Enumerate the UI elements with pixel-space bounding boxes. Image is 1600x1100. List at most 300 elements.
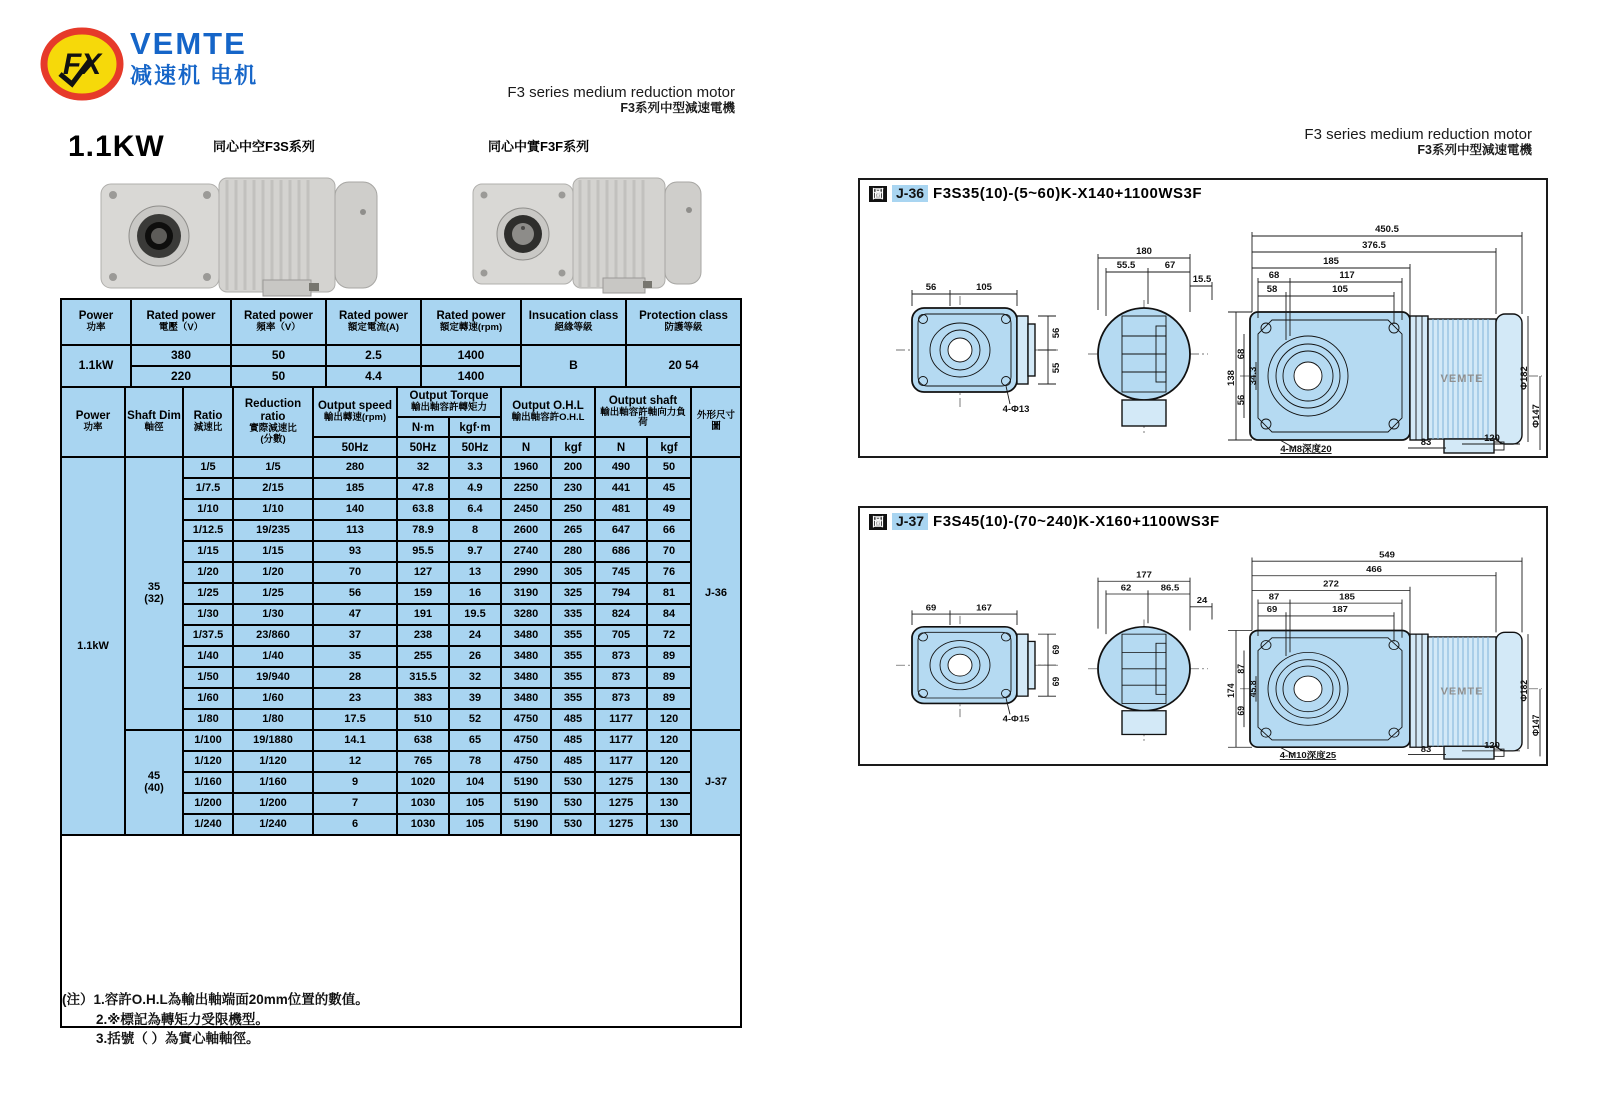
- bolt-hole: [559, 270, 566, 277]
- col-protection: Protection class 防護等級: [626, 299, 741, 345]
- spec-cell: 485: [551, 709, 595, 730]
- spec-cell: 130: [647, 772, 691, 793]
- spec-cell: 35: [313, 646, 397, 667]
- spec-cell: 7: [313, 793, 397, 814]
- spec-cell: 485: [551, 751, 595, 772]
- col-speed: Rated power 額定轉速(rpm): [421, 299, 521, 345]
- spec-cell: 686: [595, 541, 647, 562]
- svg-text:67: 67: [1164, 260, 1176, 271]
- col-voltage: Rated power 電壓（V）: [131, 299, 231, 345]
- spec-cell: 530: [551, 772, 595, 793]
- svg-text:34.3: 34.3: [1248, 366, 1259, 386]
- voltage-380: 380: [131, 345, 231, 366]
- voltage-220: 220: [131, 366, 231, 387]
- badge-j36: J-36: [892, 185, 928, 202]
- spec-cell: 355: [551, 688, 595, 709]
- spec-table-head: [61, 387, 741, 457]
- spec-cell: 32: [397, 457, 449, 478]
- spec-cell: 23: [313, 688, 397, 709]
- spec-cell: 23/860: [233, 625, 313, 646]
- spec-cell: 63.8: [397, 499, 449, 520]
- drawing-j37: [860, 532, 1544, 760]
- spec-cell: 355: [551, 646, 595, 667]
- spec-cell: 1275: [595, 814, 647, 835]
- spec-cell: 1/20: [183, 562, 233, 583]
- h-ohl-kgf: kgf: [551, 437, 595, 457]
- spec-cell: 120: [647, 730, 691, 751]
- spec-cell: 1/200: [233, 793, 313, 814]
- svg-text:VEMTE: VEMTE: [1440, 685, 1484, 698]
- spec-cell: 1/30: [183, 604, 233, 625]
- spec-cell: 255: [397, 646, 449, 667]
- note-2: 2.※標記為轉矩力受限機型。: [96, 1011, 269, 1027]
- spec-row: [61, 457, 741, 478]
- shaft-screw: [521, 226, 525, 230]
- dim-drawing-ref-cell: J-36: [691, 457, 741, 730]
- drawing-panel-j36: [858, 178, 1548, 458]
- spec-cell: 2990: [501, 562, 551, 583]
- h-shaft-n: N: [595, 437, 647, 457]
- spec-cell: 19/1880: [233, 730, 313, 751]
- j36-main-view: [1226, 224, 1542, 454]
- svg-text:105: 105: [1332, 284, 1348, 295]
- spec-cell: 130: [647, 814, 691, 835]
- svg-text:69: 69: [1235, 705, 1247, 716]
- spec-cell: 105: [449, 814, 501, 835]
- spec-row: [61, 730, 741, 751]
- spec-cell: 113: [313, 520, 397, 541]
- spec-cell: 1/60: [233, 688, 313, 709]
- svg-text:272: 272: [1323, 579, 1339, 589]
- svg-text:549: 549: [1379, 549, 1395, 560]
- spec-cell: 1/120: [183, 751, 233, 772]
- spec-cell: 510: [397, 709, 449, 730]
- spec-table: [60, 386, 742, 1028]
- spec-cell: 1/5: [183, 457, 233, 478]
- bolt-hole: [109, 273, 117, 281]
- spec-cell: 1/40: [233, 646, 313, 667]
- spec-cell: 4750: [501, 730, 551, 751]
- drawing-j36: [860, 204, 1544, 454]
- spec-cell: 1/5: [233, 457, 313, 478]
- spec-cell: 1/160: [183, 772, 233, 793]
- spec-cell: 93: [313, 541, 397, 562]
- spec-cell: 1275: [595, 772, 647, 793]
- spec-cell: 2/15: [233, 478, 313, 499]
- h-unit-nm: N·m: [397, 417, 449, 437]
- h-torque-50hz-2: 50Hz: [449, 437, 501, 457]
- spec-cell: 120: [647, 709, 691, 730]
- spec-cell: 89: [647, 646, 691, 667]
- spec-cell: 1/10: [233, 499, 313, 520]
- spec-cell: 65: [449, 730, 501, 751]
- svg-text:68: 68: [1236, 348, 1247, 360]
- cable-gland: [309, 283, 319, 291]
- spec-cell: 3480: [501, 667, 551, 688]
- label-f3f-series: 同心中實F3F系列: [488, 139, 590, 154]
- speed-1400: 1400: [421, 345, 521, 366]
- current-4-4: 4.4: [326, 366, 421, 387]
- spec-cell: 1/10: [183, 499, 233, 520]
- spec-cell: 530: [551, 814, 595, 835]
- svg-text:VEMTE: VEMTE: [1440, 373, 1484, 385]
- svg-text:69: 69: [1266, 604, 1278, 615]
- spec-cell: 1/160: [233, 772, 313, 793]
- spec-cell: 2740: [501, 541, 551, 562]
- svg-text:55: 55: [1051, 362, 1062, 374]
- spec-cell: 1/20: [233, 562, 313, 583]
- endcap-detail: [686, 207, 692, 213]
- spec-cell: 355: [551, 625, 595, 646]
- spec-cell: 5190: [501, 793, 551, 814]
- spec-cell: 120: [647, 751, 691, 772]
- svg-text:15.5: 15.5: [1192, 274, 1212, 285]
- spec-cell: 383: [397, 688, 449, 709]
- col-current: Rated power 額定電流(A): [326, 299, 421, 345]
- spec-cell: 78: [449, 751, 501, 772]
- svg-text:58: 58: [1266, 284, 1278, 295]
- center-header: [440, 84, 735, 116]
- svg-text:4-M8深度20: 4-M8深度20: [1280, 444, 1332, 454]
- spec-cell: 1030: [397, 793, 449, 814]
- spec-cell: 355: [551, 667, 595, 688]
- spec-cell: 745: [595, 562, 647, 583]
- svg-text:83: 83: [1420, 437, 1432, 448]
- j37-main-view: [1226, 550, 1542, 760]
- spec-cell: 1/37.5: [183, 625, 233, 646]
- spec-cell: 1/100: [183, 730, 233, 751]
- j36-front-view: [896, 282, 1062, 415]
- spec-cell: 1/12.5: [183, 520, 233, 541]
- svg-text:4-M10深度25: 4-M10深度25: [1279, 750, 1337, 760]
- spec-cell: 1960: [501, 457, 551, 478]
- spec-cell: 28: [313, 667, 397, 688]
- motor-endcap: [665, 182, 701, 284]
- svg-text:55.5: 55.5: [1116, 260, 1136, 271]
- spec-cell: 1/60: [183, 688, 233, 709]
- spec-cell: 49: [647, 499, 691, 520]
- panel-j36-header: [869, 185, 1202, 202]
- svg-text:450.5: 450.5: [1375, 224, 1399, 235]
- spec-cell: 238: [397, 625, 449, 646]
- spec-cell: 1/240: [233, 814, 313, 835]
- spec-cell: 19/940: [233, 667, 313, 688]
- spec-cell: 1/120: [233, 751, 313, 772]
- spec-cell: 5190: [501, 814, 551, 835]
- spec-cell: 873: [595, 667, 647, 688]
- spec-cell: 1030: [397, 814, 449, 835]
- label-f3s-series: 同心中空F3S系列: [213, 139, 315, 154]
- insulation-class: B: [521, 345, 626, 387]
- motor-photo-f3s: [95, 168, 400, 298]
- spec-cell: 230: [551, 478, 595, 499]
- svg-text:117: 117: [1339, 270, 1355, 281]
- svg-text:83: 83: [1420, 744, 1432, 754]
- svg-text:376.5: 376.5: [1362, 240, 1386, 251]
- svg-text:4-Φ15: 4-Φ15: [1002, 714, 1030, 724]
- spec-cell: 315.5: [397, 667, 449, 688]
- bolt-hole: [203, 273, 211, 281]
- spec-cell: 76: [647, 562, 691, 583]
- bolt-hole: [481, 192, 488, 199]
- spec-cell: 185: [313, 478, 397, 499]
- badge-zh-icon: 圖: [869, 186, 887, 202]
- spec-cell: 3480: [501, 625, 551, 646]
- spec-cell: 37: [313, 625, 397, 646]
- svg-text:466: 466: [1366, 564, 1382, 575]
- svg-text:56: 56: [925, 282, 937, 293]
- freq-50: 50: [231, 345, 326, 366]
- spec-cell: 1/80: [233, 709, 313, 730]
- power-table-header-row: [61, 299, 741, 345]
- power-row-380: [61, 345, 741, 366]
- spec-cell: 638: [397, 730, 449, 751]
- spec-cell: 2600: [501, 520, 551, 541]
- spec-cell: 16: [449, 583, 501, 604]
- brand-name: VEMTE: [130, 26, 247, 61]
- svg-text:87: 87: [1235, 663, 1247, 674]
- svg-text:185: 185: [1339, 591, 1355, 602]
- shaft-dim-cell: 35 (32): [125, 457, 183, 730]
- spec-cell: 32: [449, 667, 501, 688]
- spec-cell: 159: [397, 583, 449, 604]
- spec-cell: 1/15: [183, 541, 233, 562]
- spec-cell: 490: [595, 457, 647, 478]
- motor-endcap: [335, 182, 377, 288]
- svg-text:Φ182: Φ182: [1518, 679, 1530, 702]
- spec-cell: 24: [449, 625, 501, 646]
- dim-drawing-ref-cell: J-37: [691, 730, 741, 835]
- spec-cell: 250: [551, 499, 595, 520]
- note-1: (注）1.容許O.H.L為輸出軸端面20mm位置的數值。: [62, 992, 369, 1007]
- spec-cell: 17.5: [313, 709, 397, 730]
- spec-cell: 1275: [595, 793, 647, 814]
- spec-cell: 81: [647, 583, 691, 604]
- spec-cell: 104: [449, 772, 501, 793]
- spec-cell: 9.7: [449, 541, 501, 562]
- svg-text:120: 120: [1484, 740, 1500, 751]
- spec-cell: 19/235: [233, 520, 313, 541]
- svg-text:Φ147: Φ147: [1530, 714, 1542, 737]
- spec-cell: 191: [397, 604, 449, 625]
- badge-j37: J-37: [892, 513, 928, 530]
- svg-text:69: 69: [1050, 676, 1062, 687]
- spec-cell: 824: [595, 604, 647, 625]
- svg-text:105: 105: [976, 282, 992, 293]
- spec-cell: 794: [595, 583, 647, 604]
- right-header: [1230, 126, 1532, 158]
- spec-cell: 50: [647, 457, 691, 478]
- h-output-ohl: Output O.H.L 輸出軸容許O.H.L: [501, 387, 595, 437]
- footnotes: [62, 990, 369, 1049]
- h-output-speed: Output speed 輸出轉速(rpm): [313, 387, 397, 437]
- spec-cell: 45: [647, 478, 691, 499]
- spec-cell: 1177: [595, 751, 647, 772]
- spec-cell: 1/50: [183, 667, 233, 688]
- spec-cell: 3.3: [449, 457, 501, 478]
- spec-cell: 2450: [501, 499, 551, 520]
- spec-cell: 705: [595, 625, 647, 646]
- h-ratio: Ratio 減速比: [183, 387, 233, 457]
- motor-body: [573, 178, 665, 288]
- spec-cell: 647: [595, 520, 647, 541]
- drawing-panel-j37: [858, 506, 1548, 766]
- center-title-en: F3 series medium reduction motor: [507, 84, 735, 101]
- spec-cell: 26: [449, 646, 501, 667]
- spec-cell: 89: [647, 688, 691, 709]
- panel-j36-title: F3S35(10)-(5~60)K-X140+1100WS3F: [933, 185, 1203, 203]
- svg-text:62: 62: [1120, 582, 1132, 593]
- spec-cell: 1/40: [183, 646, 233, 667]
- spec-cell: 200: [551, 457, 595, 478]
- spec-cell: 47: [313, 604, 397, 625]
- spec-cell: 1177: [595, 730, 647, 751]
- spec-cell: 1/15: [233, 541, 313, 562]
- spec-cell: 5190: [501, 772, 551, 793]
- spec-cell: 4.9: [449, 478, 501, 499]
- spec-cell: 280: [313, 457, 397, 478]
- spec-cell: 130: [647, 793, 691, 814]
- spec-cell: 1020: [397, 772, 449, 793]
- svg-text:4-Φ13: 4-Φ13: [1002, 404, 1030, 415]
- brand-logo: [38, 22, 358, 108]
- j36-side-view: [1088, 246, 1212, 436]
- spec-cell: 335: [551, 604, 595, 625]
- h-output-torque: Output Torque 輸出軸容許轉矩力: [397, 387, 501, 417]
- svg-text:68: 68: [1268, 270, 1280, 281]
- spec-cell: 8: [449, 520, 501, 541]
- h-shaft-dim: Shaft Dim 軸徑: [125, 387, 183, 457]
- spec-cell: 52: [449, 709, 501, 730]
- spec-power-cell: 1.1kW: [61, 457, 125, 835]
- bore-inner: [151, 228, 167, 244]
- note-3: 3.括號（ ）為實心軸軸徑。: [96, 1031, 260, 1047]
- power-value: 1.1kW: [61, 345, 131, 387]
- spec-cell: 3480: [501, 688, 551, 709]
- j37-side-view: [1088, 570, 1212, 744]
- spec-cell: 1/30: [233, 604, 313, 625]
- bolt-hole: [109, 191, 117, 199]
- svg-text:56: 56: [1051, 327, 1062, 339]
- cable-gland: [643, 281, 652, 288]
- spec-cell: 1/200: [183, 793, 233, 814]
- h-power: Power 功率: [61, 387, 125, 457]
- spec-cell: 72: [647, 625, 691, 646]
- spec-cell: 873: [595, 688, 647, 709]
- spec-cell: 325: [551, 583, 595, 604]
- center-title-zh: F3系列中型減速電機: [620, 101, 735, 116]
- h-torque-50hz-1: 50Hz: [397, 437, 449, 457]
- spec-cell: 305: [551, 562, 595, 583]
- brand-subtitle: 减速机 电机: [130, 63, 259, 88]
- h-speed-50hz: 50Hz: [313, 437, 397, 457]
- spec-cell: 95.5: [397, 541, 449, 562]
- spec-cell: 1/80: [183, 709, 233, 730]
- spec-cell: 1/7.5: [183, 478, 233, 499]
- spec-cell: 6.4: [449, 499, 501, 520]
- spec-cell: 1/25: [233, 583, 313, 604]
- terminal-box: [263, 280, 311, 296]
- svg-text:187: 187: [1332, 604, 1348, 615]
- spec-cell: 12: [313, 751, 397, 772]
- panel-j37-header: [869, 513, 1220, 530]
- spec-cell: 765: [397, 751, 449, 772]
- spec-cell: 14.1: [313, 730, 397, 751]
- spec-cell: 66: [647, 520, 691, 541]
- right-title-zh: F3系列中型減速電機: [1417, 143, 1532, 158]
- current-2-5: 2.5: [326, 345, 421, 366]
- spec-cell: 78.9: [397, 520, 449, 541]
- spec-cell: 70: [647, 541, 691, 562]
- bolt-hole: [203, 191, 211, 199]
- svg-text:174: 174: [1225, 683, 1237, 698]
- protection-class: 20 54: [626, 345, 741, 387]
- motor-photo-f3f: [468, 170, 718, 296]
- spec-cell: 1/25: [183, 583, 233, 604]
- svg-text:45.8: 45.8: [1247, 680, 1259, 698]
- power-table: [60, 298, 742, 388]
- spec-cell: 47.8: [397, 478, 449, 499]
- shaft-dim-cell: 45 (40): [125, 730, 183, 835]
- spec-cell: 140: [313, 499, 397, 520]
- spec-cell: 19.5: [449, 604, 501, 625]
- svg-text:177: 177: [1136, 569, 1152, 580]
- spec-cell: 84: [647, 604, 691, 625]
- speed-1400: 1400: [421, 366, 521, 387]
- svg-text:69: 69: [925, 602, 937, 613]
- page-power-title: 1.1KW: [68, 130, 165, 163]
- spec-cell: 873: [595, 646, 647, 667]
- svg-text:Φ147: Φ147: [1531, 404, 1542, 428]
- h-shaft-kgf: kgf: [647, 437, 691, 457]
- svg-text:167: 167: [976, 602, 992, 613]
- h-ohl-n: N: [501, 437, 551, 457]
- right-title-en: F3 series medium reduction motor: [1304, 126, 1532, 143]
- spec-cell: 9: [313, 772, 397, 793]
- bolt-hole: [481, 270, 488, 277]
- spec-cell: 105: [449, 793, 501, 814]
- spec-cell: 127: [397, 562, 449, 583]
- svg-text:56: 56: [1236, 394, 1247, 406]
- svg-text:185: 185: [1323, 256, 1339, 267]
- spec-cell: 485: [551, 730, 595, 751]
- spec-cell: 39: [449, 688, 501, 709]
- j37-front-view: [896, 603, 1061, 724]
- spec-cell: 4750: [501, 709, 551, 730]
- svg-text:87: 87: [1268, 591, 1280, 602]
- spec-cell: 89: [647, 667, 691, 688]
- spec-cell: 280: [551, 541, 595, 562]
- logo-mark: FX: [62, 48, 102, 81]
- panel-j37-title: F3S45(10)-(70~240)K-X160+1100WS3F: [933, 513, 1220, 531]
- spec-cell: 441: [595, 478, 647, 499]
- svg-text:138: 138: [1226, 370, 1237, 386]
- spec-cell: 481: [595, 499, 647, 520]
- spec-cell: 56: [313, 583, 397, 604]
- col-power: Power 功率: [61, 299, 131, 345]
- spec-cell: 13: [449, 562, 501, 583]
- h-output-shaft: Output shaft 輸出軸容許軸向力負荷: [595, 387, 691, 437]
- freq-50: 50: [231, 366, 326, 387]
- bolt-hole: [559, 192, 566, 199]
- badge-zh-icon: 圖: [869, 514, 887, 530]
- spec-cell: 530: [551, 793, 595, 814]
- spec-cell: 4750: [501, 751, 551, 772]
- spec-table-body: [61, 457, 741, 1027]
- col-insulation: Insucation class 絕緣等級: [521, 299, 626, 345]
- h-reduction-ratio: Reduction ratio 實際減速比 (分數): [233, 387, 313, 457]
- svg-text:Φ182: Φ182: [1519, 366, 1530, 390]
